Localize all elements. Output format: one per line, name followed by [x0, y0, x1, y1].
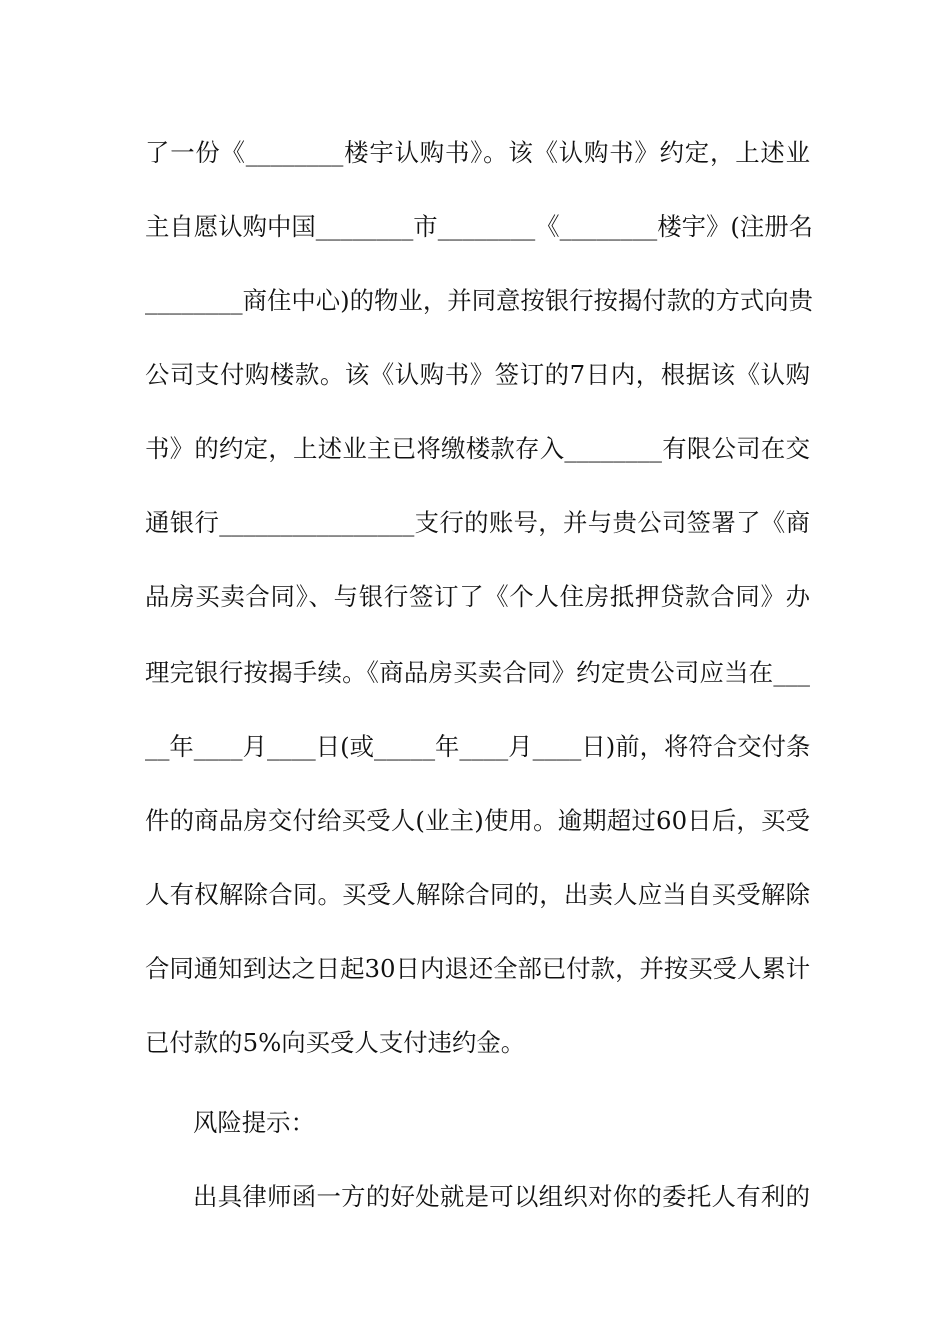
body-text-line: 主自愿认购中国________市________《________楼宇》(注册名 — [145, 212, 814, 241]
body-text-line: 人有权解除合同。买受人解除合同的，出卖人应当自买受解除 — [145, 880, 810, 909]
body-text-line: 书》的约定，上述业主已将缴楼款存入________有限公司在交 — [145, 434, 810, 463]
body-text-line: 了一份《________楼宇认购书》。该《认购书》约定，上述业 — [145, 138, 810, 167]
body-text-line: 已付款的5%向买受人支付违约金。 — [145, 1028, 526, 1057]
body-text-line: 出具律师函一方的好处就是可以组织对你的委托人有利的 — [193, 1182, 810, 1211]
body-text-line: 品房买卖合同》、与银行签订了《个人住房抵押贷款合同》办 — [145, 582, 810, 611]
body-text-line: 通银行________________支行的账号，并与贵公司签署了《商 — [145, 508, 810, 537]
risk-heading: 风险提示： — [193, 1108, 315, 1137]
body-text-line: __年____月____日(或_____年____月____日)前，将符合交付条 — [145, 732, 811, 761]
body-text-line: 理完银行按揭手续。《商品房买卖合同》约定贵公司应当在___ — [145, 658, 810, 687]
body-text-line: 合同通知到达之日起30日内退还全部已付款，并按买受人累计 — [145, 954, 811, 983]
body-text-line: ________商住中心)的物业，并同意按银行按揭付款的方式向贵 — [145, 286, 814, 315]
body-text-line: 件的商品房交付给买受人(业主)使用。逾期超过60日后，买受 — [145, 806, 810, 835]
body-text-line: 公司支付购楼款。该《认购书》签订的7日内，根据该《认购 — [145, 360, 810, 389]
